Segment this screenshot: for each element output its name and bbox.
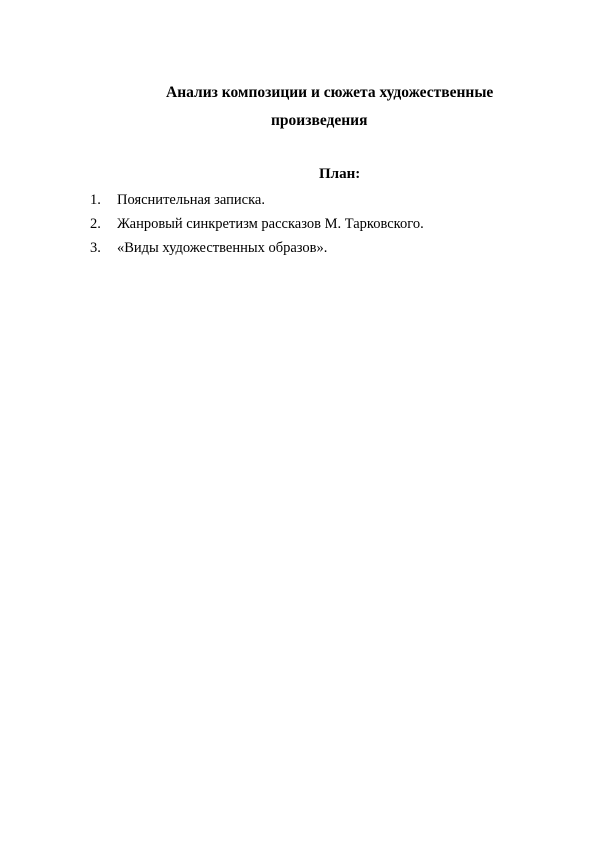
- plan-heading: План:: [319, 166, 361, 182]
- document-title-line-1: Анализ композиции и сюжета художественные: [166, 84, 494, 101]
- plan-item: [90, 191, 424, 215]
- plan-item: [90, 239, 424, 263]
- plan-item-text: Пояснительная записка.: [117, 192, 265, 208]
- plan-item-text: Жанровый синкретизм рассказов М. Тарковского.: [117, 216, 424, 232]
- document-title-line-2: произведения: [271, 112, 368, 129]
- plan-list: [90, 191, 424, 263]
- plan-item-number: 1.: [90, 192, 101, 208]
- plan-item: [90, 215, 424, 239]
- plan-item-number: 2.: [90, 216, 101, 232]
- plan-item-number: 3.: [90, 240, 101, 256]
- plan-item-text: «Виды художественных образов».: [117, 240, 328, 256]
